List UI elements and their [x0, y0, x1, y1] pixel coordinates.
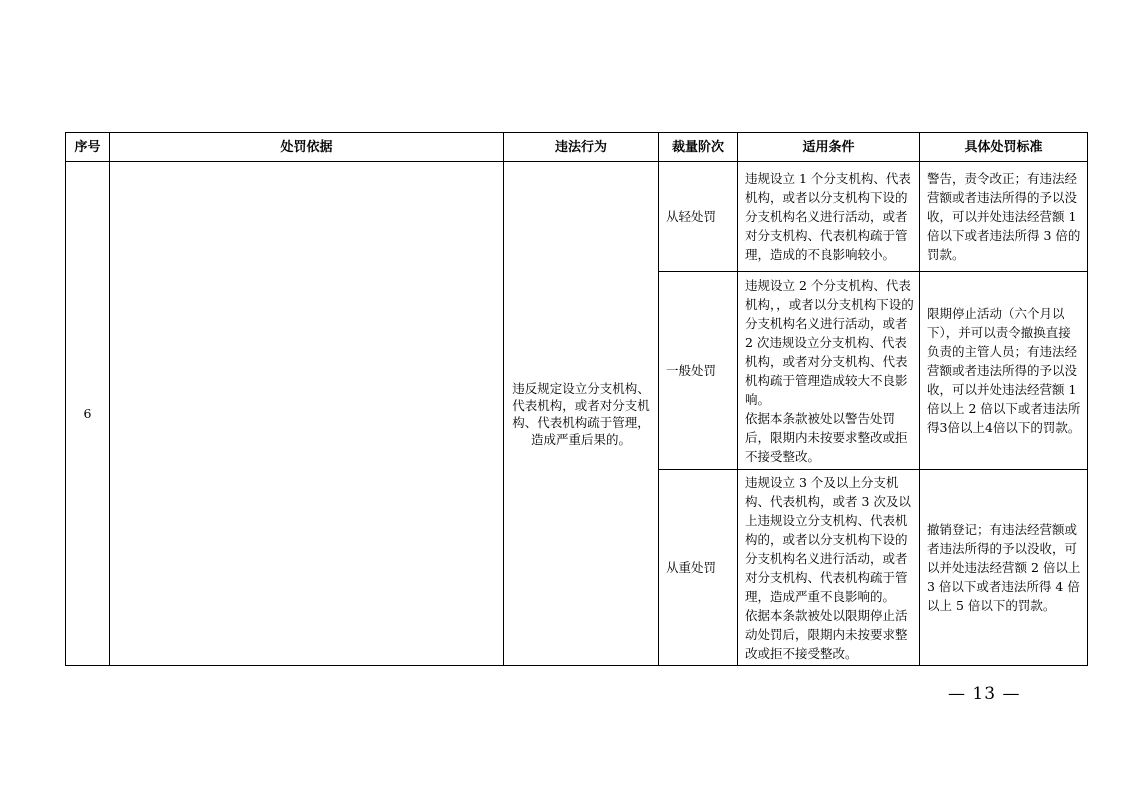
- header-condition: 适用条件: [738, 133, 920, 162]
- basis-cell: [110, 162, 504, 666]
- header-seq: 序号: [66, 133, 110, 162]
- condition-light-cell: 违规设立 1 个分支机构、代表机构，或者以分支机构下设的分支机构名义进行活动，或者对分支机构、代表机构疏于管理，造成的不良影响较小。: [738, 162, 920, 272]
- level-normal-cell: 一般处罚: [659, 272, 738, 470]
- seq-cell: 6: [66, 162, 110, 666]
- condition-normal-cell: 违规设立 2 个分支机构、代表机构，，或者以分支机构下设的分支机构名义进行活动，或者 2 次违规设立分支机构、代表机构，或者对分支机构、代表机构疏于管理造成较大不良影响。 依据本条款被处以警告处罚后，限期内未按要求整改或拒不接受整改。: [738, 272, 920, 470]
- condition-heavy-cell: 违规设立 3 个及以上分支机构、代表机构，或者 3 次及以上违规设立分支机构、代表机构的，或者以分支机构下设的分支机构名义进行活动，或者对分支机构、代表机构疏于管理，造成严重不良影响的。 依据本条款被处以限期停止活动处罚后，限期内未按要求整改或拒不接受整改。: [738, 470, 920, 666]
- page-number: — 13 —: [948, 684, 1021, 704]
- standard-heavy-cell: 撤销登记；有违法经营额或者违法所得的予以没收，可以并处违法经营额 2 倍以上 3 倍以下或者违法所得 4 倍以上 5 倍以下的罚款。: [920, 470, 1088, 666]
- header-level: 裁量阶次: [659, 133, 738, 162]
- level-heavy-cell: 从重处罚: [659, 470, 738, 666]
- header-row: [66, 133, 1088, 162]
- table-row: [66, 162, 1088, 272]
- standard-normal-cell: 限期停止活动（六个月以下），并可以责令撤换直接负责的主管人员；有违法经营额或者违法所得的予以没收，可以并处违法经营额 1 倍以上 2 倍以下或者违法所得3倍以上4倍以下的罚款。: [920, 272, 1088, 470]
- header-basis: 处罚依据: [110, 133, 504, 162]
- header-standard: 具体处罚标准: [920, 133, 1088, 162]
- penalty-standard-table: [65, 132, 1088, 666]
- standard-light-cell: 警告，责令改正；有违法经营额或者违法所得的予以没收，可以并处违法经营额 1 倍以下或者违法所得 3 倍的罚款。: [920, 162, 1088, 272]
- header-behavior: 违法行为: [504, 133, 659, 162]
- level-light-cell: 从轻处罚: [659, 162, 738, 272]
- behavior-cell: 违反规定设立分支机构、代表机构，或者对分支机构、代表机构疏于管理，造成严重后果的。: [504, 162, 659, 666]
